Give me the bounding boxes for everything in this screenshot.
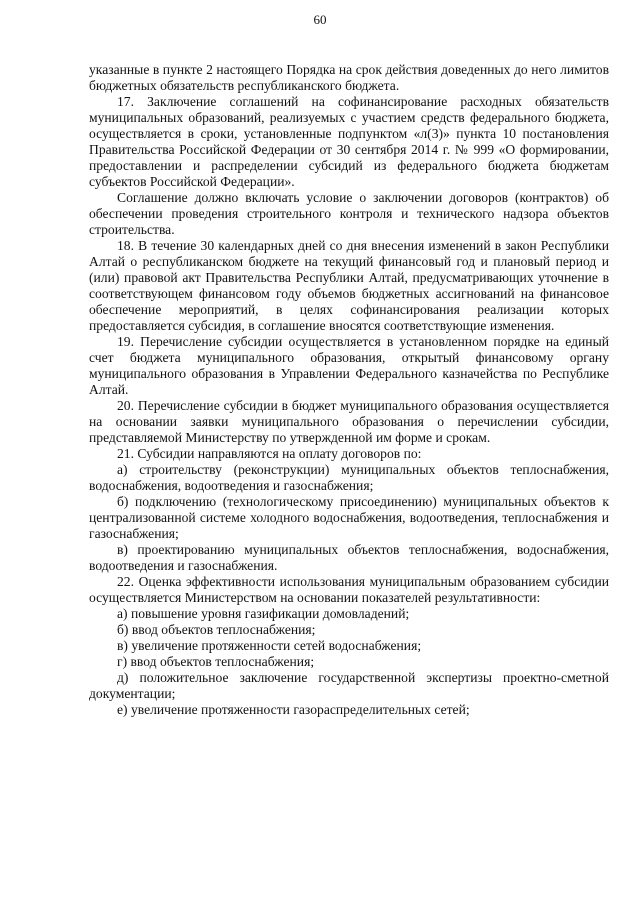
list-item-22-e: е) увеличение протяженности газораспределительных сетей; — [117, 702, 470, 717]
paragraph-19: 19. Перечисление субсидии осуществляется в установленном порядке на единый счет бюджета муниципального образования, открытый финансовому органу муниципального образования в Управлении Федерального казначейства по Республике Алтай. — [89, 334, 609, 397]
document-body — [89, 62, 609, 718]
list-item-22-a: а) повышение уровня газификации домовладений; — [117, 606, 410, 621]
list-item-21-b: б) подключению (технологическому присоединению) муниципальных объектов к централизованной системе холодного водоснабжения, водоотведения, теплоснабжения и газоснабжения; — [89, 494, 609, 541]
paragraph-21: 21. Субсидии направляются на оплату договоров по: — [117, 446, 422, 461]
list-item-22-b: б) ввод объектов теплоснабжения; — [117, 622, 316, 637]
paragraph-continuation: указанные в пункте 2 настоящего Порядка на срок действия доведенных до него лимитов бюджетных обязательств республиканского бюджета. — [89, 62, 609, 93]
list-item-21-v: в) проектированию муниципальных объектов теплоснабжения, водоснабжения, водоотведения и газоснабжения. — [89, 542, 609, 573]
list-item-22-d: д) положительное заключение государственной экспертизы проектно-сметной документации; — [89, 670, 609, 701]
paragraph-20: 20. Перечисление субсидии в бюджет муниципального образования осуществляется на основании заявки муниципального образования о перечислении субсидии, представляемой Министерству по утвержденной им форме и срокам. — [89, 398, 609, 445]
paragraph-17: 17. Заключение соглашений на софинансирование расходных обязательств муниципальных образований, реализуемых с участием средств федерального бюджета, осуществляется в сроки, установленные подпунктом «л(3)» пункта 10 постановления Правительства Российской Федерации от 30 сентября 2014 г. № 999 «О формировании, предоставлении и распределении субсидий из федерального бюджета бюджетам субъектов Российской Федерации». — [89, 94, 609, 189]
page-number: 60 — [313, 12, 327, 27]
list-item-22-g: г) ввод объектов теплоснабжения; — [117, 654, 315, 669]
list-item-22-v: в) увеличение протяженности сетей водоснабжения; — [117, 638, 422, 653]
paragraph-agreement-condition: Соглашение должно включать условие о заключении договоров (контрактов) об обеспечении проведения строительного контроля и технического надзора объектов строительства. — [89, 190, 609, 237]
paragraph-18: 18. В течение 30 календарных дней со дня внесения изменений в закон Республики Алтай о республиканском бюджете на текущий финансовый год и плановый период и (или) правовой акт Правительства Республики Алтай, предусматривающих уточнение в соответствующем финансовом году объемов бюджетных ассигнований на финансовое обеспечение мероприятий, в целях софинансирования реализации которых предоставляется субсидия, в соглашение вносятся соответствующие изменения. — [89, 238, 609, 333]
paragraph-22: 22. Оценка эффективности использования муниципальным образованием субсидии осуществляется Министерством на основании показателей результативности: — [89, 574, 609, 605]
list-item-21-a: а) строительству (реконструкции) муниципальных объектов теплоснабжения, водоснабжения, водоотведения и газоснабжения; — [89, 462, 609, 493]
